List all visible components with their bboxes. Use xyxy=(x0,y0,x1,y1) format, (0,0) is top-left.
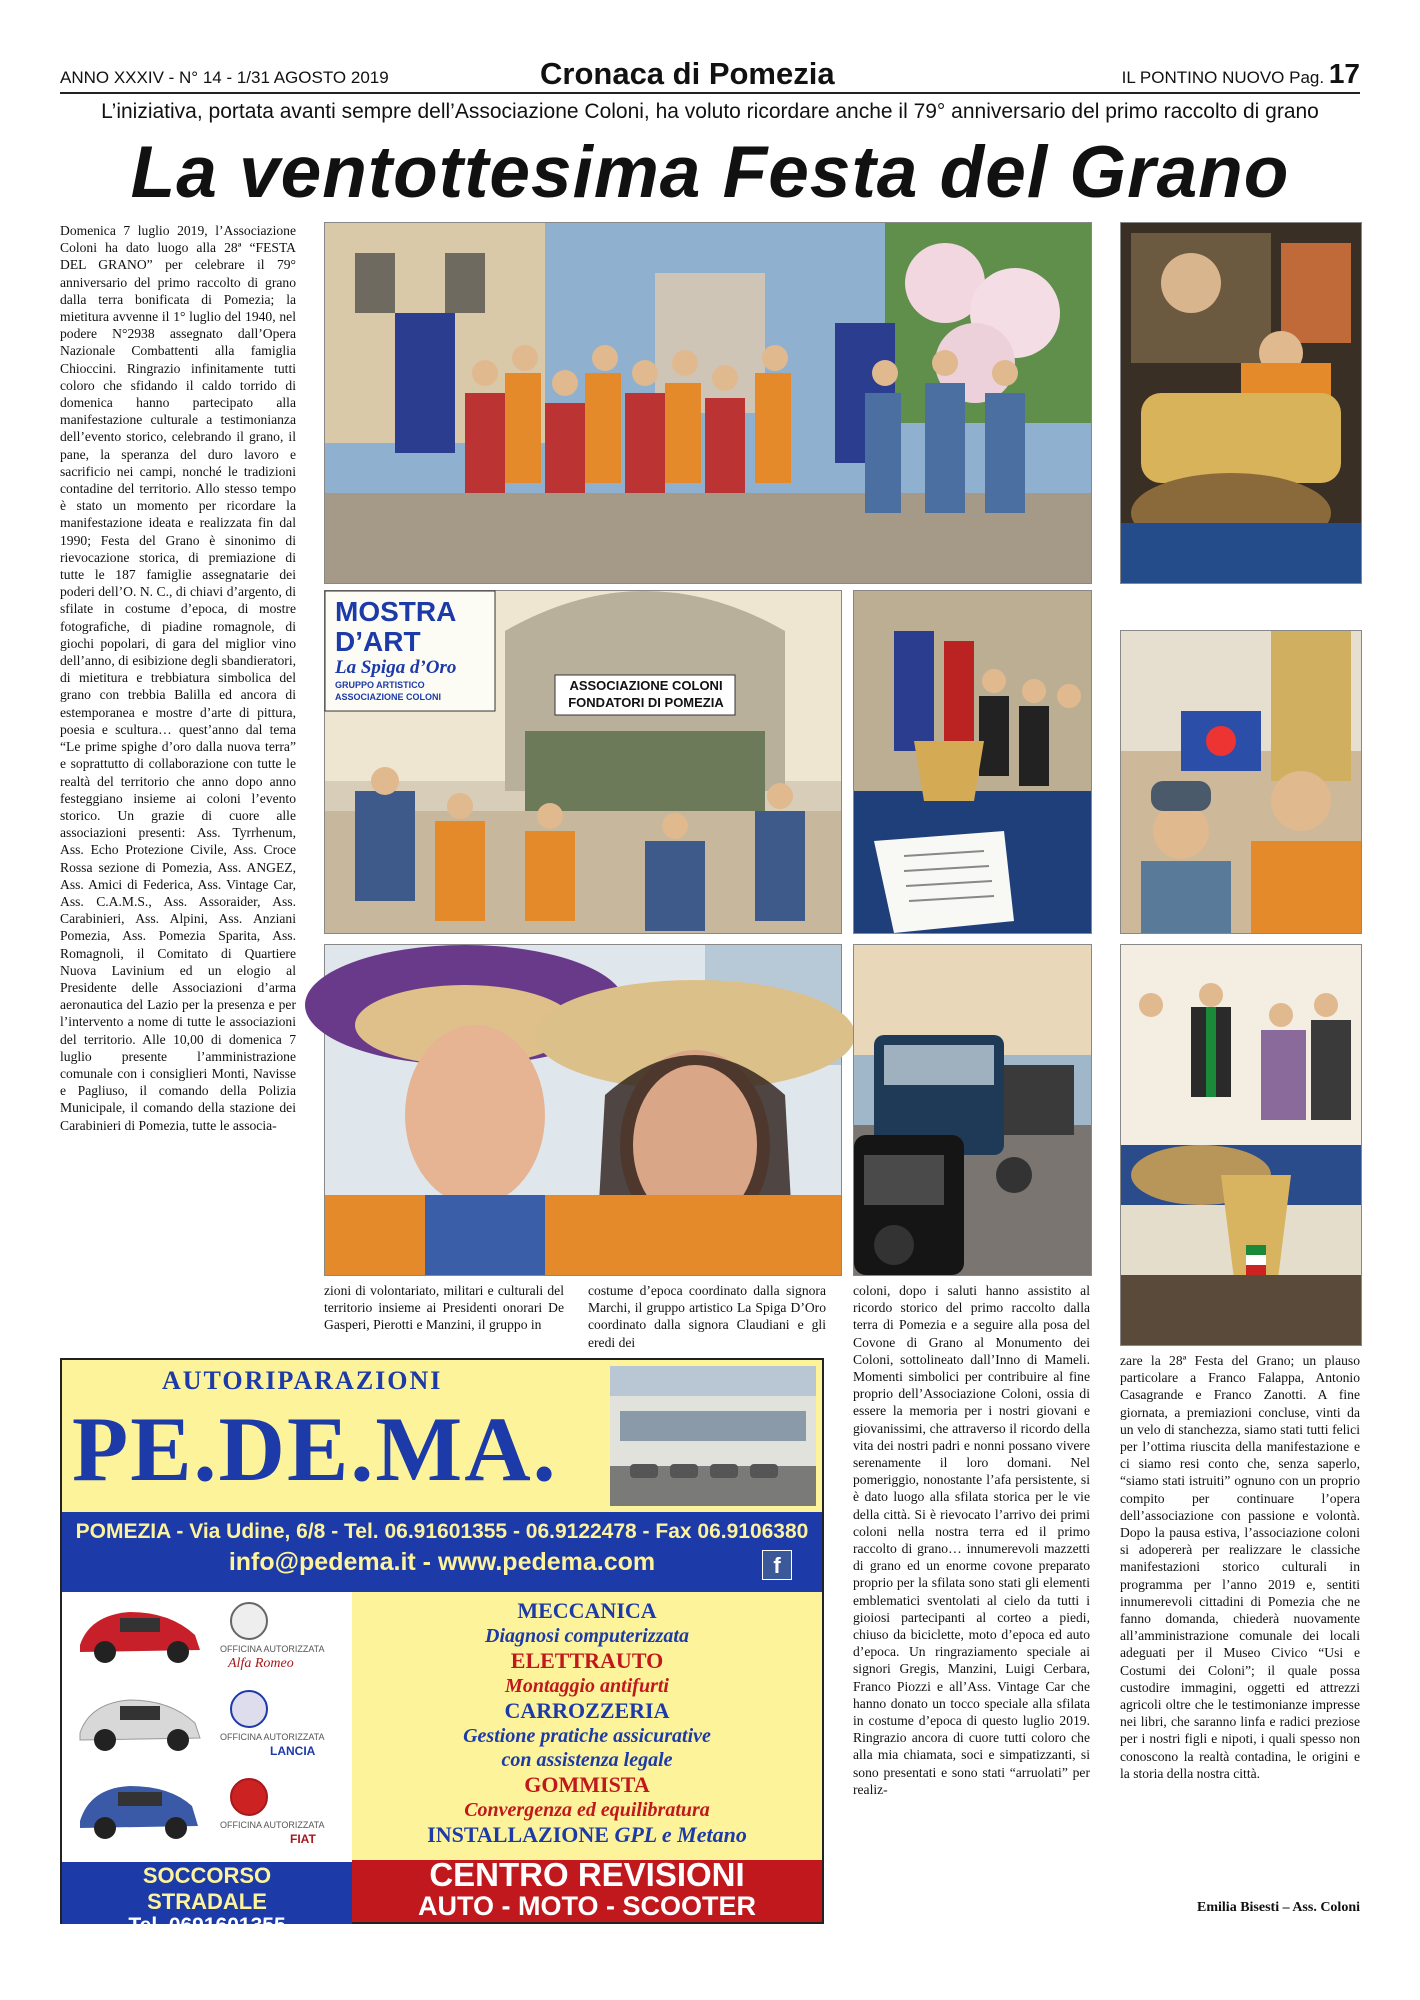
alfa-logo-icon xyxy=(230,1602,268,1640)
article-column-4: coloni, dopo i saluti hanno assistito al ricordo storico del primo raccolto dalla terra di Pomezia e a seguire alla posa del Covone di Grano al Monumento dei Coloni, sottolineato dall’Inno di Mameli. Momenti simbolici per contribuire al fine proprio dell’Associazione Coloni, ossia di essere la memoria per i nostri giovani e giovanissimi, che attraverso il ricordo della vita dei nostri padri e nonni possano vivere serenamente il loro domani. Nel pomeriggio, nonostante l’afa persistente, si è dato luogo alla sfilata storica per le vie della città. Si è rievocato l’arrivo dei primi coloni nella nostra terra ed il primo raccolto di grano… innumerevoli mazzetti di grano ed un enorme covone preparato proprio per la sfilata sono stati gli elementi emblematici sventolati al cielo da tutti i gioiosi partecipanti al corteo a piedi, chiuso da biciclette, moto d’epoca ed auto d’epoca. Un ringraziamento speciale ai signori Gregis, Manzini, Luigi Cerbara, Franco Piozzi e all’Ass. Vintage Car che hanno donato un tocco speciale alla sfilata in costume d’epoca di questo luglio 2019. Ringrazio ancora di cuore tutti coloro che alla mia chiamata, soci e simpatizzanti, si sono presentati e sono stati “arruolati” per realiz- xyxy=(853,1283,1090,1797)
ad-contact-bar xyxy=(62,1512,822,1592)
ad-category: AUTORIPARAZIONI xyxy=(162,1366,443,1395)
ad-brand: PE.DE.MA. xyxy=(72,1398,558,1500)
ad-revision-center: CENTRO REVISIONI AUTO - MOTO - SCOOTER xyxy=(352,1860,822,1922)
fiat-logo-icon xyxy=(230,1778,268,1816)
boy-with-flag-photo xyxy=(1120,630,1362,934)
paper-name: IL PONTINO NUOVO Pag. 17 xyxy=(1121,58,1360,89)
article-column-2: zioni di volontariato, militari e culturali del territorio insieme ai Presidenti onorari De Gasperi, Pierotti e Manzini, il gruppo in xyxy=(324,1283,564,1333)
article-column-5: zare la 28ª Festa del Grano; un plauso particolare a Franco Falappa, Antonio Casagrande e Franco Zanotti. A fine giornata, a premiazioni concluse, vinti da un velo di stanchezza, siamo stati tutti felici per l’ottima riuscita della manifestazione e ci siamo resi conto che, senza saperlo, “siamo stati istruiti” ognuno con un proprio compito per continuare l’opera dell’associazione con passione e volontà. Dopo la pausa estiva, l’associazione coloni si adopererà per realizzare le classiche manifestazioni storico culturali in programma per l’anno 2019 e, sentiti innumerevoli cittadini di Pomezia che ne fanno domanda, chiederà nuovamente all’amministrazione comunale dei locali adeguati per il Museo Civico “Usi e Costumi dei Coloni”; il quale possa custodire immagini, oggetti ed attrezzi agricoli oltre che le testimonianze impresse nei libri, che saranno linfa e radici preziose per i nostri figli e nipoti, i quali spesso non conoscono la realtà contadina, le origini e la storia della nostra città. xyxy=(1120,1353,1360,1781)
signature: Emilia Bisesti – Ass. Coloni xyxy=(1197,1900,1360,1915)
association-banner: ASSOCIAZIONE COLONI FONDATORI DI POMEZIA xyxy=(568,678,724,710)
group-photo xyxy=(324,222,1092,584)
section-title: Cronaca di Pomezia xyxy=(540,56,835,91)
ad-car-brands xyxy=(62,1592,352,1860)
vintage-cars-photo xyxy=(853,944,1092,1276)
page-number: 17 xyxy=(1328,58,1360,89)
ad-top-band xyxy=(62,1360,822,1512)
art-exhibition-photo xyxy=(324,590,842,934)
car-fiat: OFFICINA AUTORIZZATA FIAT xyxy=(70,1776,350,1860)
wheat-sheaf-photo xyxy=(1120,944,1362,1346)
ad-roadside-assistance: SOCCORSO STRADALE Tel. 0691601355 xyxy=(62,1860,352,1924)
car-alfa: OFFICINA AUTORIZZATA Alfa Romeo xyxy=(70,1600,350,1684)
ad-services: MECCANICA Diagnosi computerizzata ELETTRAUTO Montaggio antifurti CARROZZERIA Gestione pratiche assicurative con assistenza legale GOMMISTA Convergenza ed equilibratura INSTALLAZIONE GPL e Metano xyxy=(352,1592,822,1860)
ad-building-photo xyxy=(610,1366,816,1506)
exhibit-sign: MOSTRA D’ART La Spiga d’Oro GRUPPO ARTISTICO ASSOCIAZIONE COLONI xyxy=(335,596,457,702)
issue-info: ANNO XXXIV - N° 14 - 1/31 AGOSTO 2019 xyxy=(60,68,389,87)
lancia-logo-icon xyxy=(230,1690,268,1728)
wheat-basket-photo xyxy=(1120,222,1362,584)
car-lancia: OFFICINA AUTORIZZATA LANCIA xyxy=(70,1688,350,1772)
page-header xyxy=(60,56,1360,94)
article-title: La ventottesima Festa del Grano xyxy=(130,132,1290,213)
facebook-icon[interactable]: f xyxy=(762,1550,792,1580)
selfie-photo xyxy=(324,944,842,1276)
ad-web[interactable]: info@pedema.it - www.pedema.com xyxy=(228,1548,656,1576)
hymn-reading-photo xyxy=(853,590,1092,934)
article-column-1: Domenica 7 luglio 2019, l’Associazione Coloni ha dato luogo alla 28ª “FESTA DEL GRANO” per celebrare il 79° anniversario del primo raccolto di grano dalla terra bonificata di Pomezia; la mietitura avvenne il 1° luglio del 1940, nel podere N°2938 assegnato dall’Opera Nazionale Combattenti alla famiglia Chioccini. Ringrazio infinitamente tutti coloro che sfidando il caldo torrido di domenica hanno partecipato alla manifestazione culturale a testimonianza dell’evento storico, celebrando il grano, il pane, la speranza del duro lavoro e sacrificio nei campi, nonché le tradizioni contadine del territorio. Allo stesso tempo è stato un momento per ricordare la manifestazione ideata e realizzata fin dal 1990; Festa del Grano è sinonimo di rievocazione storica, di premiazione di tutte le 187 famiglie assegnatarie dei poderi dell’O. N. C., di chiavi d’argento, di sfilate in costume d’epoca, di mostre fotografiche, di piadine romagnole, di giochi popolari, di gara del miglior vino dell’anno, di esibizione degli sbandieratori, di mietitura e trebbiatura simbolica del grano con trebbia Balilla ed ancora di estemporanea e mostre d’arte di pittura, poesia e scultura… quest’anno dal tema “Le prime spighe d’oro dalla nuova terra” e soprattutto di collaborazione con tutte le realtà del territorio che anno dopo anno festeggiano insieme ai coloni l’evento storico. Un grazie di cuore alle associazioni presenti: Ass. Tyrrhenum, Ass. Echo Protezione Civile, Ass. Croce Rossa sezione di Pomezia, Ass. ANGEZ, Ass. Amici di Federica, Ass. Vintage Car, Ass. C.A.M.S., Ass. Assoraider, Ass. Carabinieri, Ass. Alpini, Ass. Anziani Pomezia, Ass. Pomezia Sparita, Ass. Romagnoli, il Comitato di Quartiere Nuova Lavinium ed un elogio al Presidente delle Associazioni d’arma aeronautica del Lazio per la presenza e per l’intervento a nome di tutte le associazioni del territorio. Alle 10,00 di domenica 7 luglio presente l’amministrazione comunale con i consiglieri Monti, Navisse e Pagliuso, il comando della Polizia Municipale, il comando della stazione dei Carabinieri di Pomezia, tutte le associa- xyxy=(60,223,296,1133)
article-subtitle: L’iniziativa, portata avanti sempre dell’Associazione Coloni, ha voluto ricordare anche il 79° anniversario del primo raccolto di grano xyxy=(101,100,1319,123)
pedema-advertisement xyxy=(60,1358,824,1937)
ad-address: POMEZIA - Via Udine, 6/8 - Tel. 06.91601355 - 06.9122478 - Fax 06.9106380 xyxy=(75,1520,809,1543)
article-column-3: costume d’epoca coordinato dalla signora Marchi, il gruppo artistico La Spiga D’Oro coordinato dalla signora Claudiani e gli eredi dei xyxy=(588,1283,826,1350)
